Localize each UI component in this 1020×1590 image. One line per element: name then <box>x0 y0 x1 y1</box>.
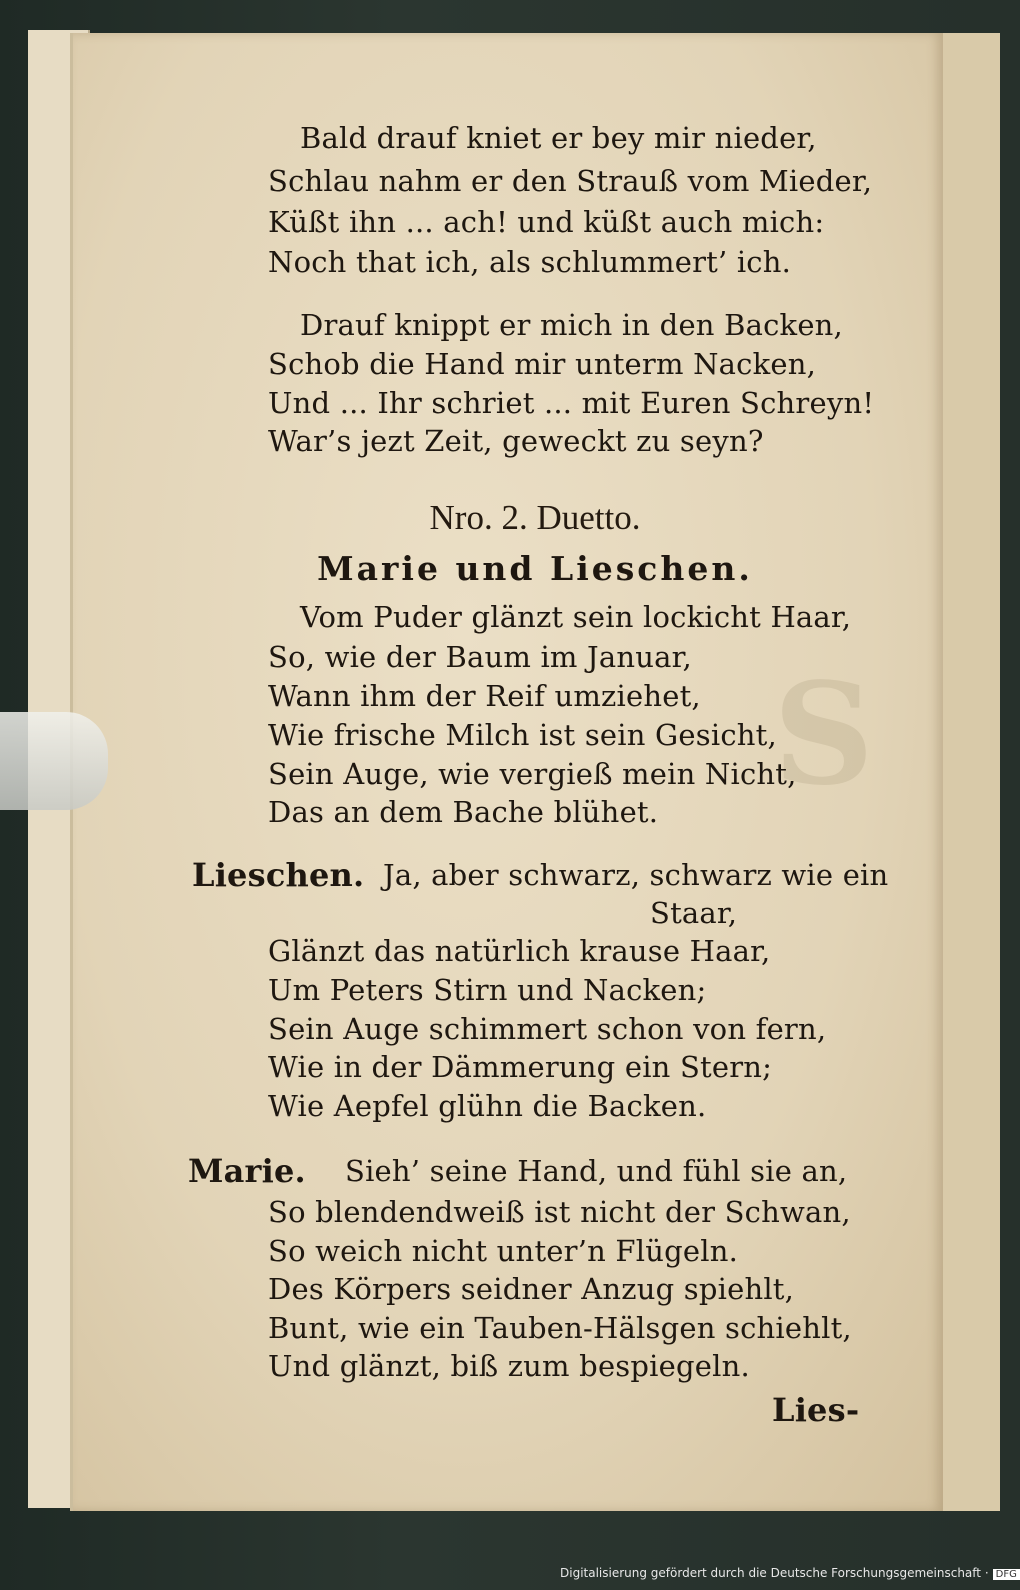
speaker-marie: Marie. <box>188 1152 306 1190</box>
verse-line: Das an dem Bache blühet. <box>268 795 659 829</box>
verse-line: Bald drauf kniet er bey mir nieder, <box>300 121 817 155</box>
verse-line: Wann ihm der Reif umziehet, <box>268 679 701 713</box>
verse-line: So, wie der Baum im Januar, <box>268 640 692 674</box>
verse-line: Schlau nahm er den Strauß vom Mieder, <box>268 164 873 198</box>
number-heading: Nro. 2. Duetto. <box>429 498 641 537</box>
verse-line: Noch that ich, als schlummert’ ich. <box>268 245 792 279</box>
catchword: Lies- <box>772 1391 860 1429</box>
verse-line: Glänzt das natürlich krause Haar, <box>268 934 771 968</box>
duet-title: Marie und Lieschen. <box>317 549 753 588</box>
verse-line: Wie in der Dämmerung ein Stern; <box>268 1050 773 1084</box>
verse-line: Schob die Hand mir unterm Nacken, <box>268 347 817 381</box>
verse-line: Bunt, wie ein Tauben-Hälsgen schiehlt, <box>268 1311 852 1345</box>
facing-page-edge <box>935 33 1000 1511</box>
verse-line: So blendendweiß ist nicht der Schwan, <box>268 1195 851 1229</box>
verse-line: Vom Puder glänzt sein lockicht Haar, <box>300 600 852 634</box>
verse-line: Um Peters Stirn und Nacken; <box>268 973 707 1007</box>
page-clip <box>0 712 108 810</box>
speaker-lieschen: Lieschen. <box>192 856 365 894</box>
verse-line: Drauf knippt er mich in den Backen, <box>300 308 843 342</box>
verse-line: Ja, aber schwarz, schwarz wie ein <box>383 858 889 892</box>
verse-line: War’s jezt Zeit, geweckt zu seyn? <box>268 424 764 458</box>
verse-line: So weich nicht unter’n Flügeln. <box>268 1234 739 1268</box>
verse-line: Und ... Ihr schriet ... mit Euren Schreyn! <box>268 386 875 420</box>
footer-credit <box>560 1566 1020 1580</box>
verse-line: Wie frische Milch ist sein Gesicht, <box>268 718 777 752</box>
verse-line: Sein Auge schimmert schon von fern, <box>268 1012 827 1046</box>
verse-line: Und glänzt, biß zum bespiegeln. <box>268 1349 750 1383</box>
verse-line: Küßt ihn ... ach! und küßt auch mich: <box>268 205 825 239</box>
footer-text: Digitalisierung gefördert durch die Deutsche Forschungsgemeinschaft · <box>560 1566 989 1580</box>
dfg-logo-icon: DFG <box>993 1569 1020 1580</box>
bleed-through-ornament: S <box>773 653 875 817</box>
verse-line-overflow: Staar, <box>650 896 738 930</box>
verse-line: Sein Auge, wie vergieß mein Nicht, <box>268 757 797 791</box>
verse-line: Des Körpers seidner Anzug spiehlt, <box>268 1272 795 1306</box>
verse-line: Wie Aepfel glühn die Backen. <box>268 1089 707 1123</box>
verse-line: Sieh’ seine Hand, und fühl sie an, <box>345 1154 848 1188</box>
